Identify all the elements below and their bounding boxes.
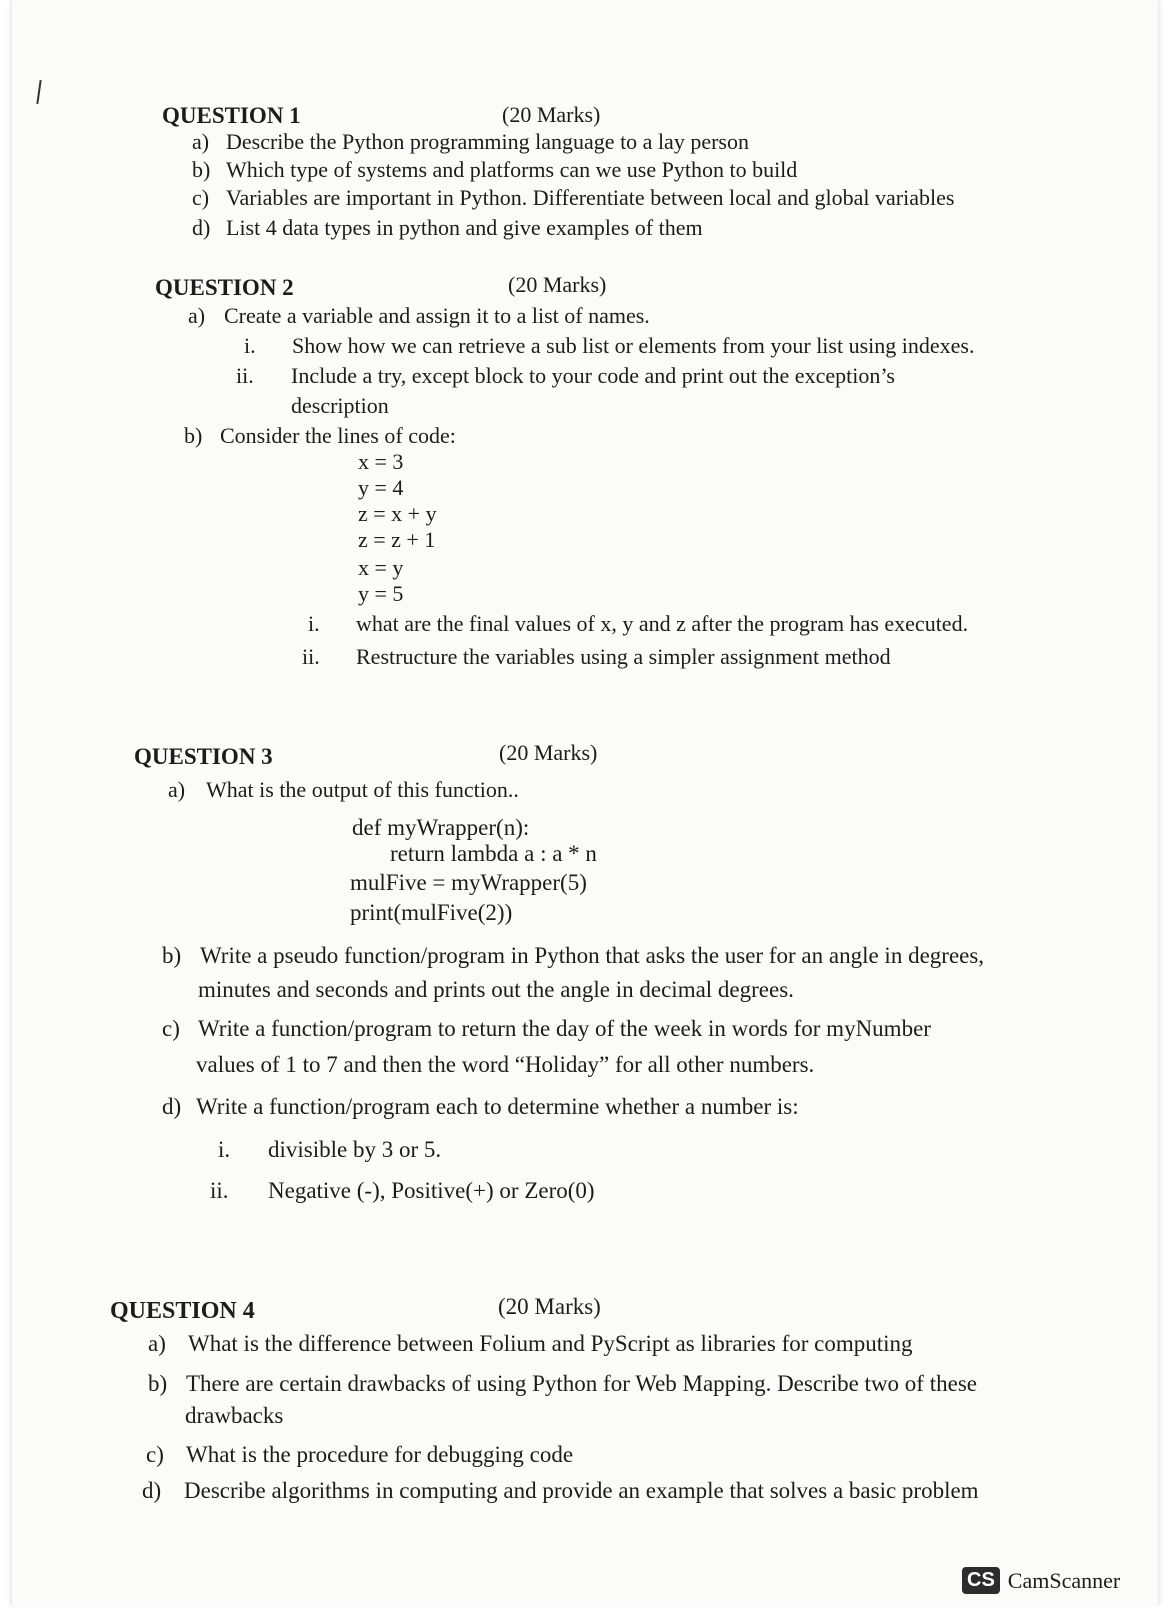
q3-b-text-2: minutes and seconds and prints out the angle in decimal degrees. bbox=[198, 977, 794, 1002]
q4-item-d bbox=[142, 1478, 979, 1503]
q4-b-cont: drawbacks bbox=[185, 1403, 284, 1428]
q3-b-label: b) bbox=[162, 943, 182, 968]
q2-code-line-5: x = y bbox=[358, 555, 404, 580]
q1-c-label: c) bbox=[192, 185, 210, 210]
q2-b-sub-i bbox=[308, 612, 968, 636]
q3-code-line-2: return lambda a : a * n bbox=[390, 841, 597, 866]
q4-item-c bbox=[146, 1442, 573, 1467]
q1-heading: QUESTION 1 bbox=[162, 103, 301, 128]
camscanner-name: CamScanner bbox=[1007, 1567, 1121, 1593]
q1-item-a bbox=[192, 130, 749, 154]
q3-d-label: d) bbox=[162, 1094, 182, 1119]
q3-b-text-1: Write a pseudo function/program in Python that asks the user for an angle in degrees, bbox=[200, 943, 985, 968]
q2-a-i-text: Show how we can retrieve a sub list or elements from your list using indexes. bbox=[292, 333, 975, 358]
q2-marks: (20 Marks) bbox=[508, 272, 607, 297]
q3-d-i-text: divisible by 3 or 5. bbox=[268, 1137, 442, 1162]
q4-b-text: There are certain drawbacks of using Python for Web Mapping. Describe two of these bbox=[186, 1371, 977, 1396]
q4-c-text: What is the procedure for debugging code bbox=[186, 1442, 574, 1467]
q1-c-text: Variables are important in Python. Differentiate between local and global variables bbox=[226, 185, 955, 210]
scanned-page bbox=[12, 0, 1158, 1607]
q1-a-label: a) bbox=[192, 129, 210, 154]
q2-b-i-text: what are the final values of x, y and z after the program has executed. bbox=[356, 611, 969, 636]
q2-b-label: b) bbox=[184, 423, 203, 448]
q4-item-a bbox=[148, 1331, 913, 1356]
q3-c-text-2: values of 1 to 7 and then the word “Holiday” for all other numbers. bbox=[196, 1052, 815, 1077]
q4-a-text: What is the difference between Folium and PyScript as libraries for computing bbox=[188, 1331, 913, 1356]
q2-a-ii-cont: description bbox=[291, 393, 389, 418]
camscanner-watermark bbox=[962, 1567, 1120, 1594]
q2-a-ii-text: Include a try, except block to your code and print out the exception’s bbox=[291, 363, 895, 388]
q3-d-ii-text: Negative (-), Positive(+) or Zero(0) bbox=[268, 1178, 595, 1203]
q2-b-text: Consider the lines of code: bbox=[220, 423, 456, 448]
q2-heading: QUESTION 2 bbox=[155, 275, 294, 300]
q4-d-label: d) bbox=[142, 1478, 162, 1503]
q3-code-line-4: print(mulFive(2)) bbox=[350, 900, 513, 925]
q3-a-label: a) bbox=[168, 777, 186, 802]
q3-item-c bbox=[162, 1016, 931, 1041]
q1-d-label: d) bbox=[192, 215, 211, 240]
q3-heading: QUESTION 3 bbox=[134, 744, 273, 769]
q3-a-text: What is the output of this function.. bbox=[206, 777, 519, 802]
q4-marks: (20 Marks) bbox=[498, 1294, 601, 1319]
q1-item-b bbox=[192, 158, 797, 182]
q2-a-ii-label: ii. bbox=[236, 363, 254, 388]
q2-b-ii-label: ii. bbox=[302, 644, 320, 669]
q3-item-d bbox=[162, 1094, 799, 1119]
q3-item-b bbox=[162, 943, 984, 968]
q3-item-a bbox=[168, 778, 519, 802]
q3-marks: (20 Marks) bbox=[499, 740, 598, 765]
q2-a-sub-i bbox=[244, 334, 974, 358]
q2-code-line-1: x = 3 bbox=[358, 449, 404, 474]
q2-b-i-label: i. bbox=[308, 611, 320, 636]
q2-code-line-6: y = 5 bbox=[358, 581, 404, 606]
q3-d-i-label: i. bbox=[218, 1137, 231, 1162]
q2-a-i-label: i. bbox=[244, 333, 256, 358]
q2-code-line-3: z = x + y bbox=[358, 501, 437, 526]
q3-d-sub-i bbox=[218, 1137, 441, 1162]
q1-item-d bbox=[192, 216, 703, 240]
q2-a-sub-ii bbox=[236, 364, 895, 388]
q2-a-text: Create a variable and assign it to a list of names. bbox=[224, 303, 650, 328]
q2-code-line-2: y = 4 bbox=[358, 475, 404, 500]
q4-b-label: b) bbox=[148, 1371, 168, 1396]
scan-mark bbox=[36, 80, 41, 104]
q3-code-line-1: def myWrapper(n): bbox=[352, 815, 530, 840]
q2-b-ii-text: Restructure the variables using a simpler assignment method bbox=[356, 644, 891, 669]
q3-d-text: Write a function/program each to determine whether a number is: bbox=[196, 1094, 799, 1119]
q2-b-sub-ii bbox=[302, 645, 891, 669]
q1-b-label: b) bbox=[192, 157, 211, 182]
q3-d-sub-ii bbox=[210, 1178, 595, 1203]
q3-c-label: c) bbox=[162, 1016, 180, 1041]
camscanner-logo-icon: CS bbox=[962, 1567, 1000, 1594]
q4-heading: QUESTION 4 bbox=[110, 1298, 255, 1324]
q3-d-ii-label: ii. bbox=[210, 1178, 229, 1203]
q1-item-c bbox=[192, 186, 954, 210]
q4-c-label: c) bbox=[146, 1442, 164, 1467]
q2-item-a bbox=[188, 304, 650, 328]
q4-a-label: a) bbox=[148, 1331, 166, 1356]
q2-code-line-4: z = z + 1 bbox=[358, 527, 436, 552]
q1-a-text: Describe the Python programming language to a lay person bbox=[226, 129, 749, 154]
q3-c-text-1: Write a function/program to return the day of the week in words for myNumber bbox=[198, 1016, 931, 1041]
q1-d-text: List 4 data types in python and give examples of them bbox=[226, 215, 703, 240]
q4-item-b bbox=[148, 1371, 977, 1396]
q1-marks: (20 Marks) bbox=[502, 102, 601, 127]
q1-b-text: Which type of systems and platforms can we use Python to build bbox=[226, 157, 798, 182]
q4-d-text: Describe algorithms in computing and provide an example that solves a basic problem bbox=[184, 1478, 979, 1503]
q2-a-label: a) bbox=[188, 303, 206, 328]
q3-code-line-3: mulFive = myWrapper(5) bbox=[350, 870, 587, 895]
q2-item-b bbox=[184, 424, 456, 448]
